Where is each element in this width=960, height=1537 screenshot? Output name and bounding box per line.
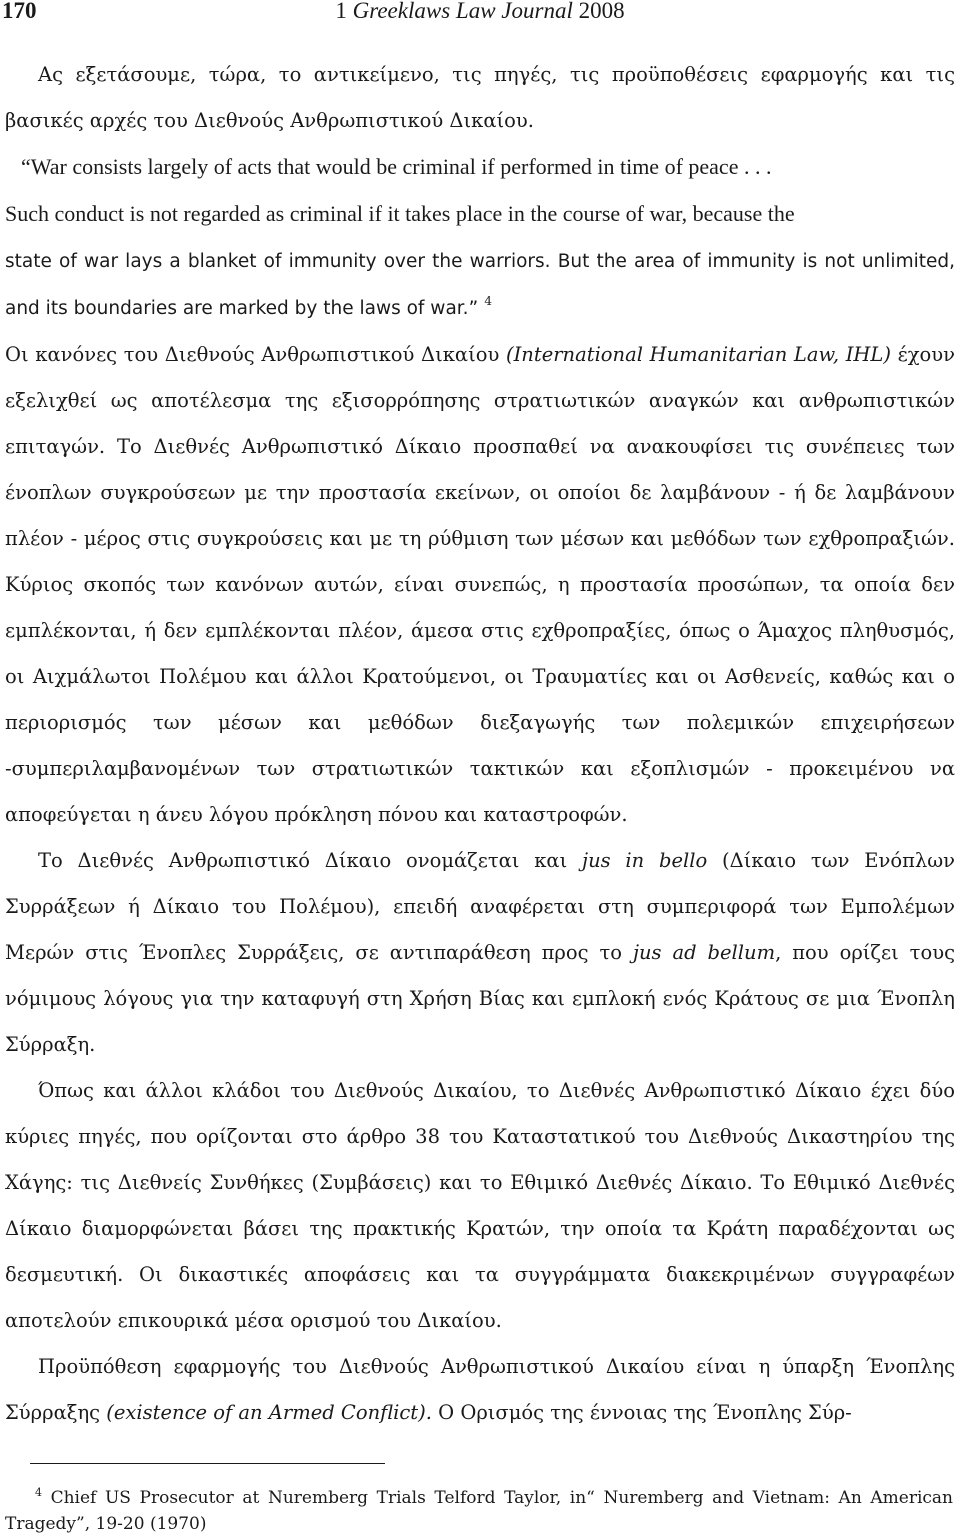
paragraph-sources: Όπως και άλλοι κλάδοι του Διεθνούς Δικαίου, το Διεθνές Ανθρωπιστικό Δίκαιο έχει δύο κύριες πηγές, που ορίζονται στο άρθρο 38 του Καταστατικού του Διεθνούς Δικαστηρίου της Χάγης: τις Διεθνείς Συνθήκες (Συμβάσεις) και το Εθιμικό Διεθνές Δίκαιο. Το Εθιμικό Διεθνές Δίκαιο διαμορφώνεται βάσει της πρακτικής Κρατών, την οποία τα Κράτη παραδέχονται ως δεσμευτική. Οι δικαστικές αποφάσεις και τα συγγράμματα διακεκριμένων συγγραφέων αποτελούν επικουρικά μέσα ορισμού του Δικαίου. (5, 1079, 955, 1332)
footnote-reference[interactable]: 4 (484, 294, 492, 308)
quote-line-3 (5, 238, 955, 332)
p5-text-a: Προϋπόθεση εφαρμογής του Διεθνούς Ανθρωπιστικού Δικαίου είναι η ύπαρξη Ένοπλης Σύρραξης (5, 1355, 955, 1424)
journal-title: Greeklaws Law Journal (352, 0, 573, 23)
body-text (5, 52, 955, 1436)
paragraph-ihl-rules (5, 332, 955, 838)
p2-text-b: έχουν εξελιχθεί ως αποτέλεσμα της εξισορρόπησης στρατιωτικών αναγκών και ανθρωπιστικών επιταγών. Το Διεθνές Ανθρωπιστικό Δίκαιο προσπαθεί να ανακουφίσει τις συνέπειες των ένοπλων συγκρούσεων με την προστασία εκείνων, οι οποίοι δε λαμβάνουν - ή δε λαμβάνουν πλέον - μέρος στις συγκρούσεις και με τη ρύθμιση των μέσων και μεθόδων των εχθροπραξιών. Κύριος σκοπός των κανόνων αυτών, είναι συνεπώς, η προστασία προσώπων, τα οποία δεν εμπλέκονται, ή δεν εμπλέκονται πλέον, άμεσα στις εχθροπραξίες, όπως ο Άμαχος πληθυσμός, οι Αιχμάλωτοι Πολέμου και άλλοι Κρατούμενοι, οι Τραυματίες και οι Ασθενείς, καθώς και ο περιορισμός των μέσων και μεθόδων διεξαγωγής των πολεμικών επιχειρήσεων -συμπεριλαμβανομένων των στρατιωτικών τακτικών και εξοπλισμών - προκειμένου να αποφεύγεται η άνευ λόγου πρόκληση πόνου και καταστροφών. (5, 343, 955, 826)
footnote-mark: 4 (35, 1486, 42, 1499)
p2-italic-term: (International Humanitarian Law, IHL) (505, 343, 891, 366)
quote-text-2: Such conduct is not regarded as criminal if it takes place in the course of war, because the (5, 201, 795, 226)
p5-italic-term: (existence of an Armed Conflict). (106, 1401, 432, 1424)
p5-text-b: Ο Ορισμός της έννοιας της Ένοπλης Σύρ- (431, 1401, 852, 1424)
journal-prefix: 1 (335, 0, 353, 23)
p3-text-c: , που ορίζει τους νόμιμους λόγους για την καταφυγή στη Χρήση Βίας και εμπλοκή ενός Κράτους σε μια Ένοπλη Σύρραξη. (5, 941, 955, 1056)
paragraph-intro: Ας εξετάσουμε, τώρα, το αντικείμενο, τις πηγές, τις προϋποθέσεις εφαρμογής και τις βασικές αρχές του Διεθνούς Ανθρωπιστικού Δικαίου. (5, 63, 955, 132)
p2-text-a: Οι κανόνες του Διεθνούς Ανθρωπιστικού Δικαίου (5, 343, 506, 366)
p3-text-a: Το Διεθνές Ανθρωπιστικό Δίκαιο ονομάζεται και (38, 849, 583, 872)
footnote-text: Chief US Prosecutor at Nuremberg Trials Telford Taylor, in“ Nuremberg and Vietnam: An American Tragedy”, 19-20 (1970) (5, 1488, 953, 1534)
quote-line-1 (5, 144, 955, 191)
footnote-divider (30, 1463, 385, 1464)
journal-year: 2008 (572, 0, 625, 23)
footnote (5, 1485, 953, 1537)
paragraph-armed-conflict (5, 1344, 955, 1436)
quote-text-1: “War consists largely of acts that would be criminal if performed in time of peace . . . (21, 154, 772, 179)
paragraph-jus-in-bello (5, 838, 955, 1068)
quote-text-3: state of war lays a blanket of immunity over the warriors. But the area of immunity is not unlimited, and its boundaries are marked by the laws of war.” (5, 251, 955, 319)
page-number: 170 (2, 0, 37, 23)
page-header (0, 0, 960, 30)
p3-italic-jus-ad-bellum: jus ad bellum (632, 941, 776, 964)
p3-italic-jus-in-bello: jus in bello (582, 849, 708, 872)
p3-text-b: (Δίκαιο των Ενόπλων Συρράξεων ή Δίκαιο του Πολέμου), επειδή αναφέρεται στη συμπεριφορά των Εμπολέμων Μερών στις Ένοπλες Συρράξεις, σε αντιπαράθεση προς το (5, 849, 956, 964)
running-head (0, 0, 960, 24)
quote-line-2 (5, 191, 955, 238)
